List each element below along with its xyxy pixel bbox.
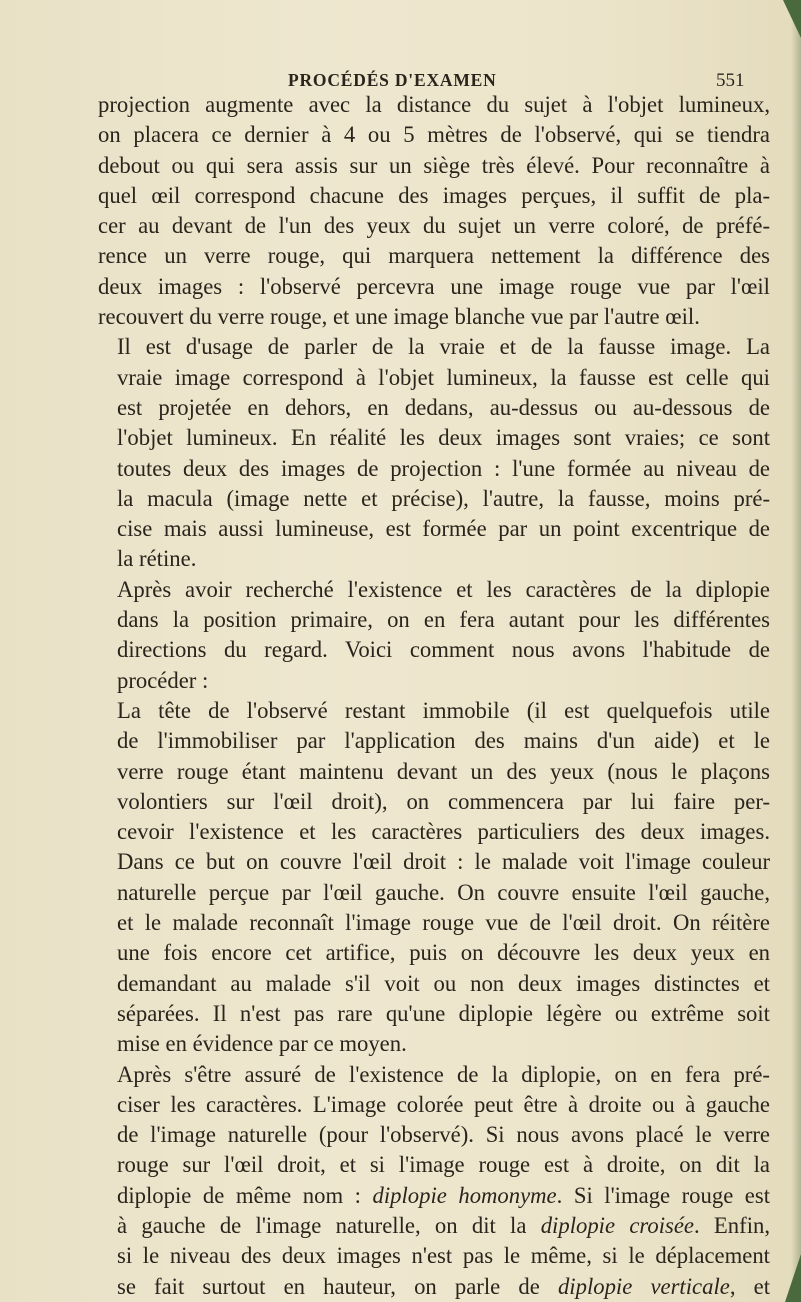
text-run: , et	[729, 1273, 770, 1299]
corner-tab-top	[783, 0, 801, 38]
text-run: se fait surtout en hauteur, on parle de	[117, 1273, 558, 1299]
text-line: Après avoir recherché l'existence et les caractères de la diplopie	[117, 576, 770, 602]
text-line: verre rouge étant maintenu devant un des yeux (nous le plaçons	[117, 758, 770, 784]
text-line: directions du regard. Voici comment nous avons l'habitude de	[117, 637, 770, 663]
text-line: volontiers sur l'œil droit), on commencera par lui faire per-	[117, 788, 770, 814]
text-line: rouge sur l'œil droit, et si l'image rouge est à droite, on dit la	[117, 1152, 770, 1178]
text-line: cise mais aussi lumineuse, est formée par un point excentrique de	[117, 516, 770, 542]
text-line: projection augmente avec la distance du sujet à l'objet lumineux,	[98, 92, 770, 117]
text-line	[98, 1211, 770, 1241]
text-line: séparées. Il n'est pas rare qu'une diplopie légère ou extrême soit	[117, 1000, 770, 1026]
text-line: toutes deux des images de projection : l'une formée au niveau de	[117, 455, 770, 481]
text-run: à gauche de l'image naturelle, on dit la	[117, 1212, 541, 1238]
text-line: cevoir l'existence et les caractères particuliers des deux images.	[117, 819, 770, 845]
text-line: Dans ce but on couvre l'œil droit : le malade voit l'image couleur	[117, 849, 770, 875]
italic-term: diplopie croisée	[540, 1212, 694, 1238]
text-line: on placera ce dernier à 4 ou 5 mètres de l'observé, qui se tiendra	[98, 122, 770, 148]
text-line: dans la position primaire, on en fera autant pour les différentes	[117, 607, 770, 633]
paragraph-4	[98, 696, 770, 1060]
italic-term: diplopie homonyme	[372, 1182, 557, 1208]
text-line: la macula (image nette et précise), l'autre, la fausse, moins pré-	[117, 485, 770, 511]
text-line: recouvert du verre rouge, et une image blanche vue par l'autre œil.	[98, 304, 700, 330]
text-line: naturelle perçue par l'œil gauche. On couvre ensuite l'œil gauche,	[117, 879, 770, 905]
text-run: . Si l'image rouge est	[556, 1182, 771, 1208]
text-line: de l'image naturelle (pour l'observé). Si nous avons placé le verre	[117, 1122, 770, 1148]
running-head: PROCÉDÉS D'EXAMEN	[288, 70, 497, 90]
text-line: deux images : l'observé percevra une image rouge vue par l'œil	[98, 273, 770, 299]
text-line	[98, 1272, 770, 1302]
page-edge-shadow	[791, 0, 801, 1302]
text-line: de l'immobiliser par l'application des mains d'un aide) et le	[117, 728, 770, 754]
text-line: demandant au malade s'il voit ou non deux images distinctes et	[117, 970, 770, 996]
text-line: La tête de l'observé restant immobile (il est quelquefois utile	[117, 697, 770, 723]
text-line: une fois encore cet artifice, puis on découvre les deux yeux en	[117, 940, 770, 966]
text-line: Après s'être assuré de l'existence de la diplopie, on en fera pré-	[117, 1061, 770, 1087]
corner-tab-bottom	[785, 1254, 801, 1302]
text-line: mise en évidence par ce moyen.	[117, 1031, 407, 1057]
text-line: quel œil correspond chacune des images perçues, il suffit de pla-	[98, 182, 770, 208]
text-run: diplopie de même nom :	[117, 1182, 373, 1208]
text-line: ciser les caractères. L'image colorée peut être à droite ou à gauche	[117, 1091, 770, 1117]
text-line	[98, 1181, 770, 1211]
paragraph-3	[98, 575, 770, 696]
text-line: Il est d'usage de parler de la vraie et de la fausse image. La	[117, 334, 770, 360]
text-line: et le malade reconnaît l'image rouge vue de l'œil droit. On réitère	[117, 910, 770, 936]
page-number: 551	[716, 70, 745, 91]
text-line: l'objet lumineux. En réalité les deux images sont vraies; ce sont	[117, 425, 770, 451]
text-line: debout ou qui sera assis sur un siège très élevé. Pour reconnaître à	[98, 152, 770, 178]
text-run: . Enfin,	[694, 1212, 771, 1238]
paragraph-2	[98, 332, 770, 574]
text-line: si le niveau des deux images n'est pas le même, si le déplacement	[117, 1243, 770, 1269]
paragraph-1	[98, 90, 770, 332]
italic-term: diplopie verticale	[557, 1273, 730, 1299]
text-line: la rétine.	[117, 546, 197, 572]
body-text	[98, 90, 770, 1302]
text-line: rence un verre rouge, qui marquera nettement la différence des	[98, 243, 770, 269]
text-line: cer au devant de l'un des yeux du sujet un verre coloré, de préfé-	[98, 213, 770, 239]
text-line: vraie image correspond à l'objet lumineux, la fausse est celle qui	[117, 364, 770, 390]
text-line: procéder :	[117, 667, 209, 693]
text-line: est projetée en dehors, en dedans, au-dessus ou au-dessous de	[117, 394, 770, 420]
paragraph-5	[98, 1060, 770, 1302]
